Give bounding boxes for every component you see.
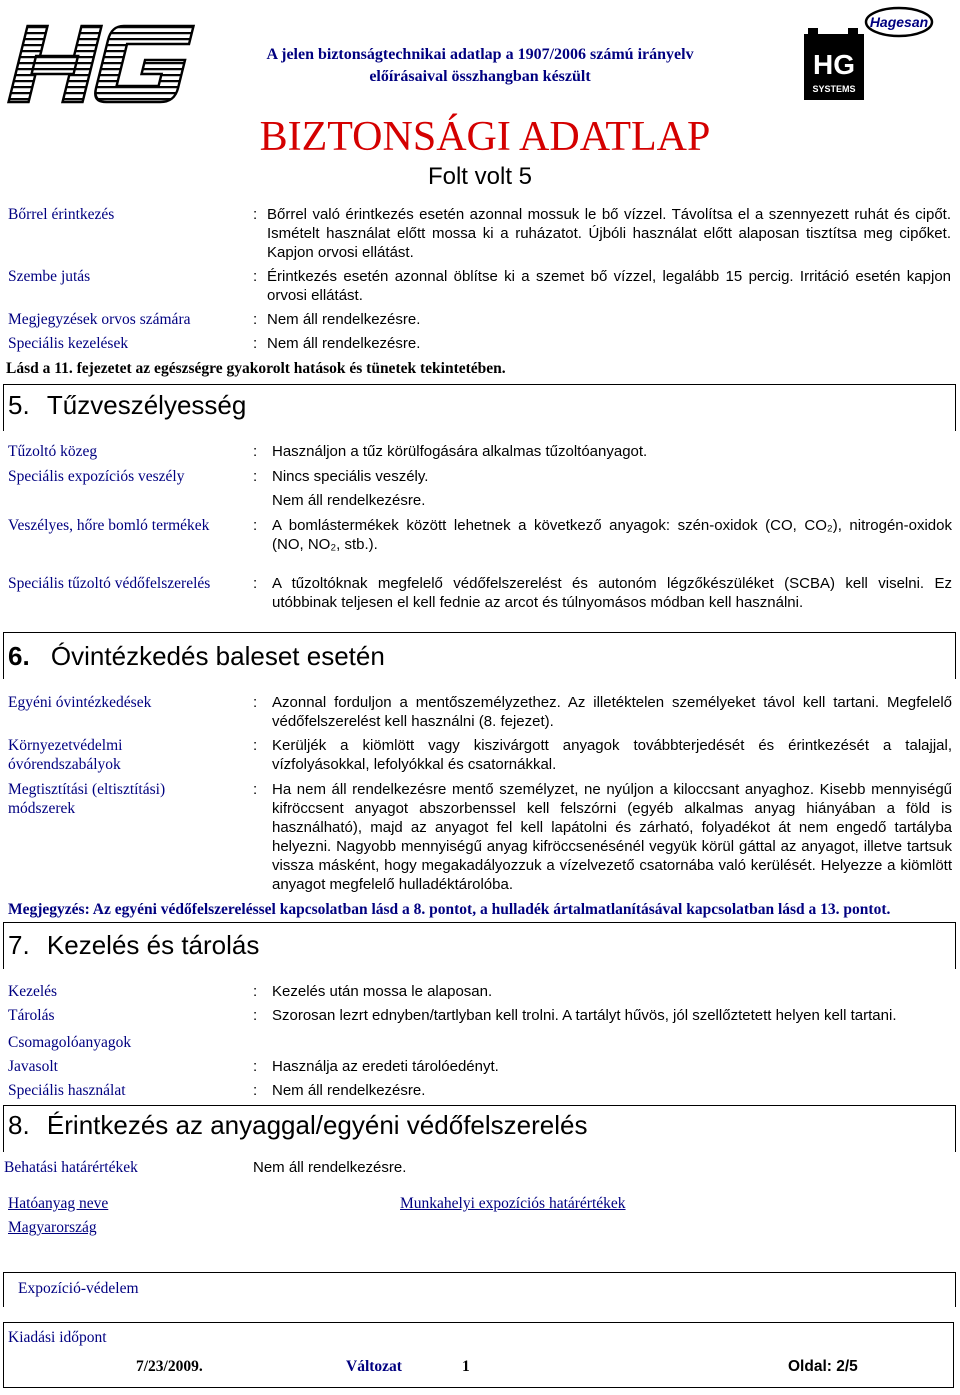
colon: : <box>253 781 258 798</box>
eye-contact-text: Érintkezés esetén azonnal öblítse ki a szemet bő vízzel, legalább 15 percig. Irritáció esetén kapjon orvosi ellátást. <box>267 268 951 304</box>
special-exposure-text2: Nem áll rendelkezésre. <box>272 492 426 509</box>
recommended-label: Javasolt <box>8 1058 58 1075</box>
environmental-precautions-label <box>8 736 122 774</box>
regulation-notice-line1: A jelen biztonságtechnikai adatlap a 1907/2006 számú irányelv <box>266 46 694 63</box>
section8-title: Érintkezés az anyaggal/egyéni védőfelszerelés <box>46 1110 588 1140</box>
page-number: Oldal: 2/5 <box>788 1358 858 1375</box>
section7-title: Kezelés és tárolás <box>46 930 260 960</box>
see-also-note: Lásd a 11. fejezetet az egészségre gyakorolt hatások és tünetek tekintetében. <box>6 360 506 377</box>
version-number: 1 <box>462 1358 470 1375</box>
regulation-notice-line2: előírásaival összhangban készült <box>369 68 591 85</box>
special-treatment-label: Speciális kezelések <box>8 335 129 352</box>
colon: : <box>253 468 258 485</box>
issue-date: 7/23/2009. <box>136 1358 203 1375</box>
hazardous-decomposition-text: A bomlástermékek között lehetnek a következő anyagok: szén-oxidok (CO, CO₂), nitrogén-oxidok (NO, NO₂, stb.). <box>272 517 952 553</box>
brand-logo <box>804 4 936 100</box>
colon: : <box>253 311 258 328</box>
hg-logo <box>6 8 196 108</box>
section6-note: Megjegyzés: Az egyéni védőfelszereléssel kapcsolatban lásd a 8. pontot, a hulladék ártalmatlanításával kapcsolatban lásd a 13. pontot. <box>8 901 891 918</box>
extinguishing-media-label: Tűzoltó közeg <box>8 443 98 460</box>
exposure-limits-text: Nem áll rendelkezésre. <box>253 1159 407 1176</box>
eye-contact-label: Szembe jutás <box>8 268 91 285</box>
workplace-limits-header: Munkahelyi expozíciós határértékek <box>400 1195 626 1212</box>
brand-logo-text: HG <box>813 49 855 80</box>
footer-box <box>3 1322 954 1388</box>
firefighter-ppe-label: Speciális tűzoltó védőfelszerelés <box>8 575 211 592</box>
section8-number: 8. <box>8 1110 30 1140</box>
doctor-notes-label: Megjegyzések orvos számára <box>8 311 191 328</box>
section5-heading <box>8 390 246 420</box>
colon: : <box>253 1007 258 1024</box>
environmental-precautions-label-line1: Környezetvédelmi <box>8 737 123 754</box>
colon: : <box>253 443 258 460</box>
extinguishing-media-text: Használjon a tűz körülfogására alkalmas tűzoltóanyagot. <box>272 443 648 460</box>
cleanup-methods-text: Ha nem áll rendelkezésre mentő személyzet, ne nyúljon a kiloccsant anyaghoz. Kisebb mennyiségű kifröccsent anyagot abszorbenssel kell felszórni (egyéb alkalmas anyag hiányában a föld is használható), majd az anyagot fel kell lapátolni és zárható, folyadékot át nem engedő tartályba helyezni. Nagyobb mennyiségű anyag kifröccsenésénél vegyük körül gáttal az anyagot, illetve tartsuk vissza másként, hogy megakadályozzuk a vízelvezető csatornába való kerülését. Helyezze a kiömlött anyagot megfelelő hulladéktárolóba. <box>272 781 952 893</box>
handling-label: Kezelés <box>8 983 58 1000</box>
issue-date-label: Kiadási időpont <box>8 1329 107 1346</box>
colon: : <box>253 1058 258 1075</box>
colon: : <box>253 206 258 223</box>
colon: : <box>253 694 258 711</box>
section6-heading <box>8 641 385 671</box>
section7-heading <box>8 930 259 960</box>
special-use-text: Nem áll rendelkezésre. <box>272 1082 426 1099</box>
doctor-notes-text: Nem áll rendelkezésre. <box>267 311 421 328</box>
section8-heading <box>8 1110 587 1140</box>
firefighter-ppe-text: A tűzoltóknak megfelelő védőfelszerelést és autonóm légzőkészüléket (SCBA) kell viselni. Ez utóbbinak teljesen el kell fednie az arcot és túlnyomásos módban kell használni. <box>272 575 952 611</box>
regulation-notice <box>230 44 730 88</box>
exposure-limits-label: Behatási határértékek <box>4 1159 138 1176</box>
storage-text: Szorosan lezrt ednyben/tartlyban kell trolni. A tartályt hűvös, jól szellőztetett helyen kell tartani. <box>272 1007 897 1024</box>
special-exposure-text1: Nincs speciális veszély. <box>272 468 429 485</box>
colon: : <box>253 983 258 1000</box>
section5-title: Tűzveszélyesség <box>46 390 247 420</box>
colon: : <box>253 268 258 285</box>
doc-title: BIZTONSÁGI ADATLAP <box>259 114 711 160</box>
personal-precautions-text: Azonnal forduljon a mentőszemélyzethez. Az illetéktelen személyeket távol kell tartani. Megfelelő védőfelszerelést kell használni (8. fejezet). <box>272 694 952 730</box>
colon: : <box>253 1082 258 1099</box>
version-label: Változat <box>346 1358 402 1375</box>
skin-contact-label: Bőrrel érintkezés <box>8 206 115 223</box>
colon: : <box>253 737 258 754</box>
cleanup-methods-label-line2: módszerek <box>8 800 76 817</box>
colon: : <box>253 575 258 592</box>
cleanup-methods-label-line1: Megtisztítási (eltisztítási) <box>8 781 166 798</box>
hg-logo-icon <box>6 8 196 108</box>
packaging-label: Csomagolóanyagok <box>8 1034 132 1051</box>
cleanup-methods-label <box>8 780 165 818</box>
section6-number: 6. <box>8 641 30 671</box>
special-treatment-text: Nem áll rendelkezésre. <box>267 335 421 352</box>
section5-number: 5. <box>8 390 30 420</box>
exposure-control-heading: Expozíció-védelem <box>18 1280 139 1297</box>
handling-text: Kezelés után mossa le alaposan. <box>272 983 493 1000</box>
personal-precautions-label: Egyéni óvintézkedések <box>8 694 152 711</box>
recommended-text: Használja az eredeti tárolóedényt. <box>272 1058 499 1075</box>
section7-number: 7. <box>8 930 30 960</box>
substance-name-header: Hatóanyag neve <box>8 1195 109 1212</box>
brand-sub-text: SYSTEMS <box>812 84 856 94</box>
hagesan-logo-icon <box>804 4 936 100</box>
special-use-label: Speciális használat <box>8 1082 126 1099</box>
exposure-control-box <box>3 1272 956 1307</box>
storage-label: Tárolás <box>8 1007 55 1024</box>
product-name: Folt volt 5 <box>427 163 533 190</box>
colon: : <box>253 517 258 534</box>
environmental-precautions-text: Kerüljék a kiömlött vagy kiszivárgott anyagok továbbterjedését és érintkezését a talajjal, vízfolyásokkal, lefolyókkal és csatornákkal. <box>272 737 952 773</box>
environmental-precautions-label-line2: óvórendszabályok <box>8 756 121 773</box>
hazardous-decomposition-label: Veszélyes, hőre bomló termékek <box>8 517 210 534</box>
brand-badge-text: Hagesan <box>869 14 929 30</box>
skin-contact-text: Bőrrel való érintkezés esetén azonnal mossuk le bő vízzel. Távolítsa el a szennyezett ruhát és cipőt. Ismételt használat előtt mossa ki a ruházatot. Újbóli használat előtt alaposan tisztítsa meg cipőket. Kapjon orvosi ellátást. <box>267 206 951 261</box>
section6-title: Óvintézkedés baleset esetén <box>50 641 385 671</box>
special-exposure-label: Speciális expozíciós veszély <box>8 468 185 485</box>
country-label: Magyarország <box>8 1219 97 1236</box>
colon: : <box>253 335 258 352</box>
